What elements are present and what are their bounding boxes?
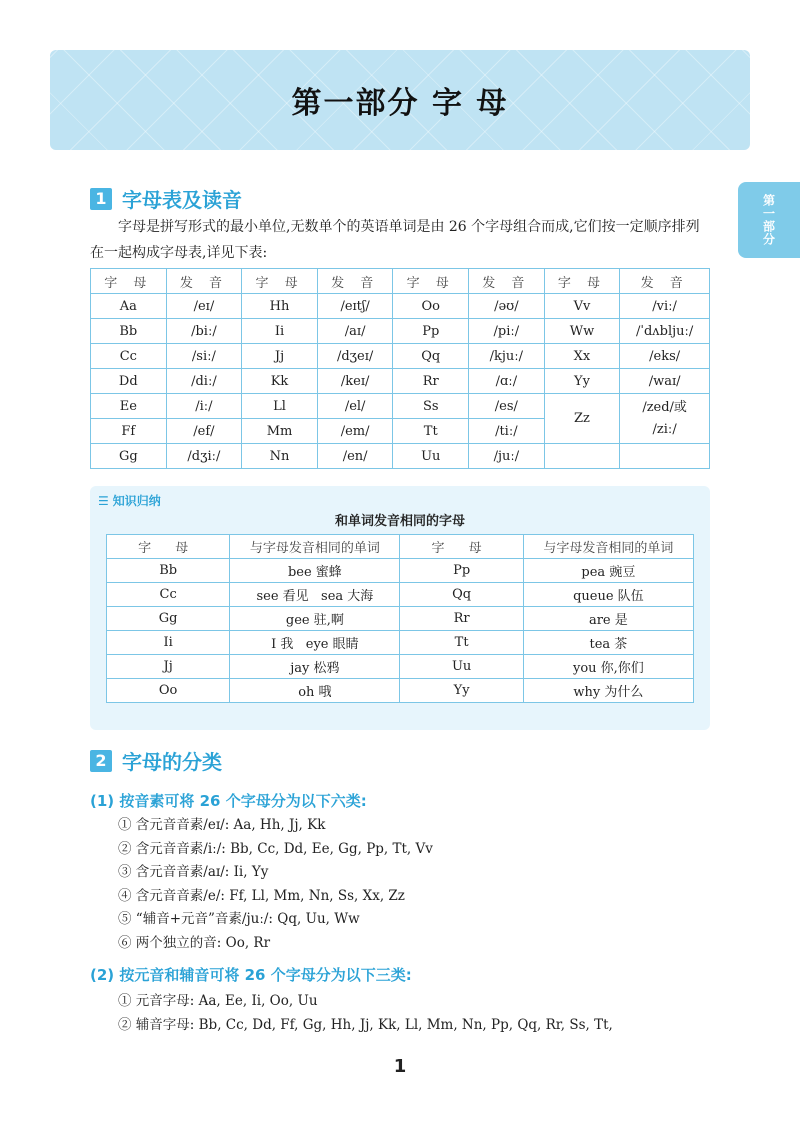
word-cell: are 是 (523, 607, 693, 631)
letter-cell: Bb (107, 559, 230, 583)
pronunciation-cell: /siː/ (166, 344, 242, 369)
pronunciation-cell: /əʊ/ (469, 294, 545, 319)
pronunciation-cell: /juː/ (469, 444, 545, 469)
pronunciation-cell: /el/ (317, 394, 393, 419)
letter-cell: Ff (91, 419, 167, 444)
chapter-banner (50, 50, 750, 150)
letter-cell: Yy (400, 679, 523, 703)
list-item: ① 含元音音素/eɪ/: Aa, Hh, Jj, Kk (118, 817, 326, 833)
word-cell: you 你,你们 (523, 655, 693, 679)
pronunciation-cell: /eɪ/ (166, 294, 242, 319)
knowledge-label (98, 492, 161, 509)
pronunciation-cell: /em/ (317, 419, 393, 444)
pronunciation-cell: /piː/ (469, 319, 545, 344)
letter-cell: Qq (393, 344, 469, 369)
column-header: 发 音 (469, 269, 545, 294)
pronunciation-cell: /dʒeɪ/ (317, 344, 393, 369)
letter-cell: Zz (544, 394, 620, 444)
table-header-row (107, 535, 694, 559)
letter-cell: Qq (400, 583, 523, 607)
letter-cell (544, 444, 620, 469)
table-row (107, 679, 694, 703)
letter-cell: Gg (91, 444, 167, 469)
letter-cell: Hh (242, 294, 318, 319)
pronunciation-cell: /eks/ (620, 344, 710, 369)
pronunciation-cell: /biː/ (166, 319, 242, 344)
table-header-row (91, 269, 710, 294)
table-row (91, 344, 710, 369)
bars-icon: ☰ (98, 493, 109, 508)
pronunciation-cell: /ˈdʌbljuː/ (620, 319, 710, 344)
letter-cell: Uu (400, 655, 523, 679)
letter-cell: Ee (91, 394, 167, 419)
knowledge-summary-box (90, 486, 710, 730)
word-cell: I 我 eye 眼睛 (230, 631, 400, 655)
table-row (107, 559, 694, 583)
word-cell: pea 豌豆 (523, 559, 693, 583)
letter-cell: Gg (107, 607, 230, 631)
pronunciation-line: /ziː/ (652, 421, 677, 437)
pronunciation-line: /zed/或 (642, 399, 687, 415)
column-header: 字 母 (91, 269, 167, 294)
letter-cell: Xx (544, 344, 620, 369)
subsection-2-heading: (2) 按元音和辅音可将 26 个字母分为以下三类: (90, 966, 412, 984)
pronunciation-cell: /es/ (469, 394, 545, 419)
pronunciation-cell: /eɪtʃ/ (317, 294, 393, 319)
letter-cell: Ii (107, 631, 230, 655)
word-cell: see 看见 sea 大海 (230, 583, 400, 607)
table-row (107, 631, 694, 655)
pronunciation-cell: /en/ (317, 444, 393, 469)
section-title: 字母表及读音 (122, 188, 242, 212)
table-row (107, 655, 694, 679)
letter-cell: Jj (242, 344, 318, 369)
letter-cell: Tt (393, 419, 469, 444)
letter-cell: Ll (242, 394, 318, 419)
letter-cell: Rr (400, 607, 523, 631)
letter-cell: Ww (544, 319, 620, 344)
pronunciation-cell: /kjuː/ (469, 344, 545, 369)
pronunciation-cell: /tiː/ (469, 419, 545, 444)
column-header: 字 母 (393, 269, 469, 294)
pronunciation-cell: /waɪ/ (620, 369, 710, 394)
table-row (91, 394, 710, 419)
letter-cell: Aa (91, 294, 167, 319)
list-item: ② 含元音音素/iː/: Bb, Cc, Dd, Ee, Gg, Pp, Tt, Vv (118, 840, 433, 857)
letter-cell: Oo (107, 679, 230, 703)
list-item: ① 元音字母: Aa, Ee, Ii, Oo, Uu (118, 993, 318, 1009)
section-1-heading (90, 184, 242, 213)
pronunciation-cell: /diː/ (166, 369, 242, 394)
column-header: 发 音 (317, 269, 393, 294)
letter-cell: Uu (393, 444, 469, 469)
table-row (91, 444, 710, 469)
side-tab-label: 第一部分 (761, 194, 776, 246)
knowledge-label-text: 知识归纳 (112, 494, 161, 508)
letter-cell: Yy (544, 369, 620, 394)
pronunciation-cell (620, 444, 710, 469)
section-number: 1 (90, 188, 112, 210)
word-cell: jay 松鸦 (230, 655, 400, 679)
word-cell: tea 茶 (523, 631, 693, 655)
table-row (91, 369, 710, 394)
page-number: 1 (393, 1056, 407, 1077)
section-title: 字母的分类 (122, 750, 222, 774)
chapter-title: 第一部分 字 母 (291, 86, 509, 121)
letter-cell: Jj (107, 655, 230, 679)
subsection-1-heading: (1) 按音素可将 26 个字母分为以下六类: (90, 792, 367, 810)
pronunciation-cell: /iː/ (166, 394, 242, 419)
pronunciation-cell: /ɑː/ (469, 369, 545, 394)
table-row (107, 583, 694, 607)
letter-cell: Nn (242, 444, 318, 469)
letter-cell: Rr (393, 369, 469, 394)
pronunciation-cell (620, 394, 710, 444)
section-number: 2 (90, 750, 112, 772)
list-item: ③ 含元音音素/aɪ/: Ii, Yy (118, 864, 269, 880)
letter-cell: Tt (400, 631, 523, 655)
letter-cell: Ss (393, 394, 469, 419)
letter-cell: Cc (107, 583, 230, 607)
table-row (91, 294, 710, 319)
intro-paragraph: 字母是拼写形式的最小单位,无数单个的英语单词是由 26 个字母组合而成,它们按一定顺序排列在一起构成字母表,详见下表: (90, 219, 700, 261)
side-section-tab (738, 182, 800, 258)
letter-word-table (106, 534, 694, 703)
column-header: 发 音 (620, 269, 710, 294)
letter-cell: Cc (91, 344, 167, 369)
letter-cell: Pp (393, 319, 469, 344)
pronunciation-cell: /keɪ/ (317, 369, 393, 394)
list-item: ② 辅音字母: Bb, Cc, Dd, Ff, Gg, Hh, Jj, Kk, Ll, Mm, Nn, Pp, Qq, Rr, Ss, Tt, (118, 1016, 613, 1033)
phoneme-classification-list (118, 814, 433, 955)
list-item: ⑤ “辅音+元音”音素/juː/: Qq, Uu, Ww (118, 911, 360, 927)
column-header: 字 母 (544, 269, 620, 294)
word-cell: oh 哦 (230, 679, 400, 703)
column-header: 与字母发音相同的单词 (523, 535, 693, 559)
section-2-heading (90, 746, 222, 775)
pronunciation-cell: /ef/ (166, 419, 242, 444)
pronunciation-cell: /dʒiː/ (166, 444, 242, 469)
letter-cell: Dd (91, 369, 167, 394)
letter-cell: Ii (242, 319, 318, 344)
table-row (91, 319, 710, 344)
pronunciation-cell: /viː/ (620, 294, 710, 319)
word-cell: gee 驻,啊 (230, 607, 400, 631)
list-item: ⑥ 两个独立的音: Oo, Rr (118, 934, 271, 951)
pronunciation-cell: /aɪ/ (317, 319, 393, 344)
word-cell: queue 队伍 (523, 583, 693, 607)
alphabet-table (90, 268, 710, 469)
vowel-consonant-list (118, 990, 613, 1037)
column-header: 字 母 (400, 535, 523, 559)
column-header: 发 音 (166, 269, 242, 294)
letter-cell: Vv (544, 294, 620, 319)
list-item: ④ 含元音音素/e/: Ff, Ll, Mm, Nn, Ss, Xx, Zz (118, 887, 405, 904)
word-cell: why 为什么 (523, 679, 693, 703)
word-cell: bee 蜜蜂 (230, 559, 400, 583)
letter-cell: Pp (400, 559, 523, 583)
column-header: 与字母发音相同的单词 (230, 535, 400, 559)
letter-cell: Kk (242, 369, 318, 394)
letter-cell: Mm (242, 419, 318, 444)
table-row (107, 607, 694, 631)
letter-cell: Oo (393, 294, 469, 319)
column-header: 字 母 (242, 269, 318, 294)
letter-cell: Bb (91, 319, 167, 344)
knowledge-table-title: 和单词发音相同的字母 (334, 514, 465, 529)
column-header: 字 母 (107, 535, 230, 559)
